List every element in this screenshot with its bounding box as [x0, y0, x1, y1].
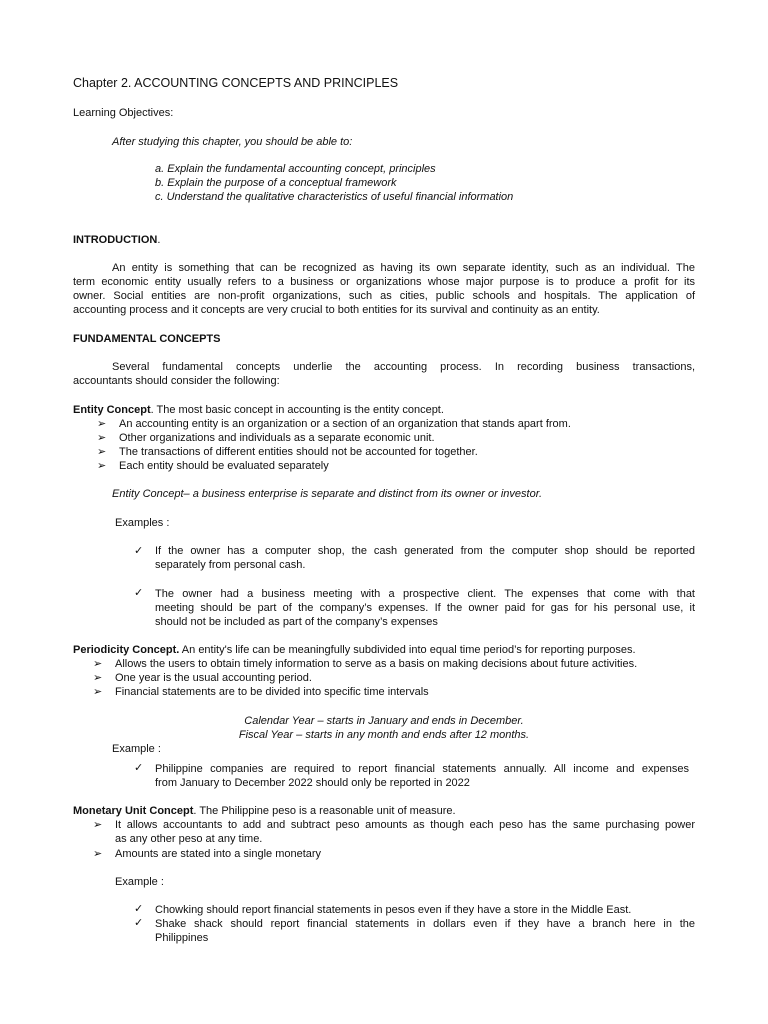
entity-example-line: should not be included as part of the company’s expenses — [155, 616, 438, 628]
arrow-bullet-icon: ➢ — [97, 446, 107, 458]
periodicity-example-line: from January to December 2022 should only be reported in 2022 — [155, 777, 470, 789]
entity-example-line: separately from personal cash. — [155, 559, 306, 571]
entity-concept-line — [73, 403, 444, 417]
periodicity-bullet: One year is the usual accounting period. — [115, 672, 312, 684]
objective-item: b. Explain the purpose of a conceptual framework — [155, 177, 397, 189]
introduction-line: term economic entity usually refers to a business or organizations whose major purpose is to produce a profit for its — [73, 276, 695, 288]
entity-bullet: Each entity should be evaluated separately — [119, 460, 329, 472]
arrow-bullet-icon: ➢ — [97, 460, 107, 472]
periodicity-bullet: Allows the users to obtain timely information to serve as a basis on making decisions about future activities. — [115, 658, 638, 670]
arrow-bullet-icon: ➢ — [93, 686, 103, 698]
arrow-bullet-icon: ➢ — [97, 432, 107, 444]
arrow-bullet-icon: ➢ — [93, 819, 103, 831]
fundamental-line: Several fundamental concepts underlie the accounting process. In recording business transactions, — [112, 361, 695, 373]
entity-bullet: The transactions of different entities should not be accounted for together. — [119, 446, 478, 458]
entity-concept-text: . The most basic concept in accounting is the entity concept. — [150, 404, 444, 416]
entity-example-line: The owner had a business meeting with a prospective client. The expenses that come with that — [155, 588, 695, 600]
periodicity-example-label: Example : — [112, 743, 161, 755]
periodicity-concept-text: An entity's life can be meaningfully subdivided into equal time period’s for reporting purposes. — [179, 644, 636, 656]
arrow-bullet-icon: ➢ — [93, 848, 103, 860]
learning-objectives-intro: After studying this chapter, you should be able to: — [112, 136, 353, 148]
periodicity-concept-line — [73, 643, 636, 657]
introduction-line: An entity is something that can be recognized as having its own separate identity, such as an individual. The — [112, 262, 695, 274]
periodicity-bullet: Financial statements are to be divided into specific time intervals — [115, 686, 429, 698]
arrow-bullet-icon: ➢ — [97, 418, 107, 430]
monetary-bullet-line: as any other peso at any time. — [115, 833, 263, 845]
objective-item: c. Understand the qualitative characteristics of useful financial information — [155, 191, 514, 203]
monetary-bullet-line: Amounts are stated into a single monetary — [115, 848, 322, 860]
monetary-concept-term: Monetary Unit Concept — [73, 805, 194, 817]
learning-objectives-heading: Learning Objectives: — [73, 107, 174, 119]
calendar-year-definition: Calendar Year – starts in January and ends in December. — [244, 715, 524, 727]
introduction-line: owner. Social entities are non-profit organizations, such as cities, public schools and hospitals. The application of — [73, 290, 695, 302]
checkmark-icon: ✓ — [134, 917, 144, 929]
objective-item: a. Explain the fundamental accounting concept, principles — [155, 163, 436, 175]
entity-examples-label: Examples : — [115, 517, 170, 529]
entity-concept-term: Entity Concept — [73, 404, 151, 416]
introduction-heading: INTRODUCTION — [73, 234, 158, 246]
entity-definition: Entity Concept– a business enterprise is separate and distinct from its owner or investor. — [112, 488, 543, 500]
checkmark-icon: ✓ — [134, 587, 144, 599]
periodicity-example-line: Philippine companies are required to report financial statements annually. All income and expenses — [155, 763, 689, 775]
introduction-heading-suffix: . — [157, 234, 161, 246]
monetary-example-line: Chowking should report financial statements in pesos even if they have a store in the Middle East. — [155, 904, 632, 916]
checkmark-icon: ✓ — [134, 545, 144, 557]
fiscal-year-definition: Fiscal Year – starts in any month and ends after 12 months. — [238, 729, 530, 741]
monetary-example-line: Shake shack should report financial statements in dollars even if they have a branch here in the — [155, 918, 695, 930]
fundamental-line: accountants should consider the following: — [73, 375, 280, 387]
monetary-example-line: Philippines — [155, 932, 209, 944]
monetary-example-label: Example : — [115, 876, 164, 888]
introduction-line: accounting process and it concepts are very crucial to both entities for its survival and continuity as an entity. — [73, 304, 600, 316]
introduction-heading-line — [73, 233, 160, 247]
fundamental-concepts-heading: FUNDAMENTAL CONCEPTS — [73, 333, 221, 345]
chapter-title: Chapter 2. ACCOUNTING CONCEPTS AND PRINCIPLES — [73, 76, 399, 90]
entity-bullet: An accounting entity is an organization or a section of an organization that stands apart from. — [119, 418, 571, 430]
periodicity-concept-term: Periodicity Concept. — [73, 644, 180, 656]
entity-example-line: meeting should be part of the company’s expenses. If the owner paid for gas for his personal use, it — [155, 602, 695, 614]
entity-example-line: If the owner has a computer shop, the cash generated from the computer shop should be reported — [155, 545, 695, 557]
monetary-concept-text: . The Philippine peso is a reasonable unit of measure. — [193, 805, 456, 817]
entity-bullet: Other organizations and individuals as a separate economic unit. — [119, 432, 435, 444]
checkmark-icon: ✓ — [134, 762, 144, 774]
arrow-bullet-icon: ➢ — [93, 658, 103, 670]
monetary-concept-line — [73, 804, 456, 818]
arrow-bullet-icon: ➢ — [93, 672, 103, 684]
monetary-bullet-line: It allows accountants to add and subtract peso amounts as though each peso has the same purchasing power — [115, 819, 695, 831]
checkmark-icon: ✓ — [134, 903, 144, 915]
